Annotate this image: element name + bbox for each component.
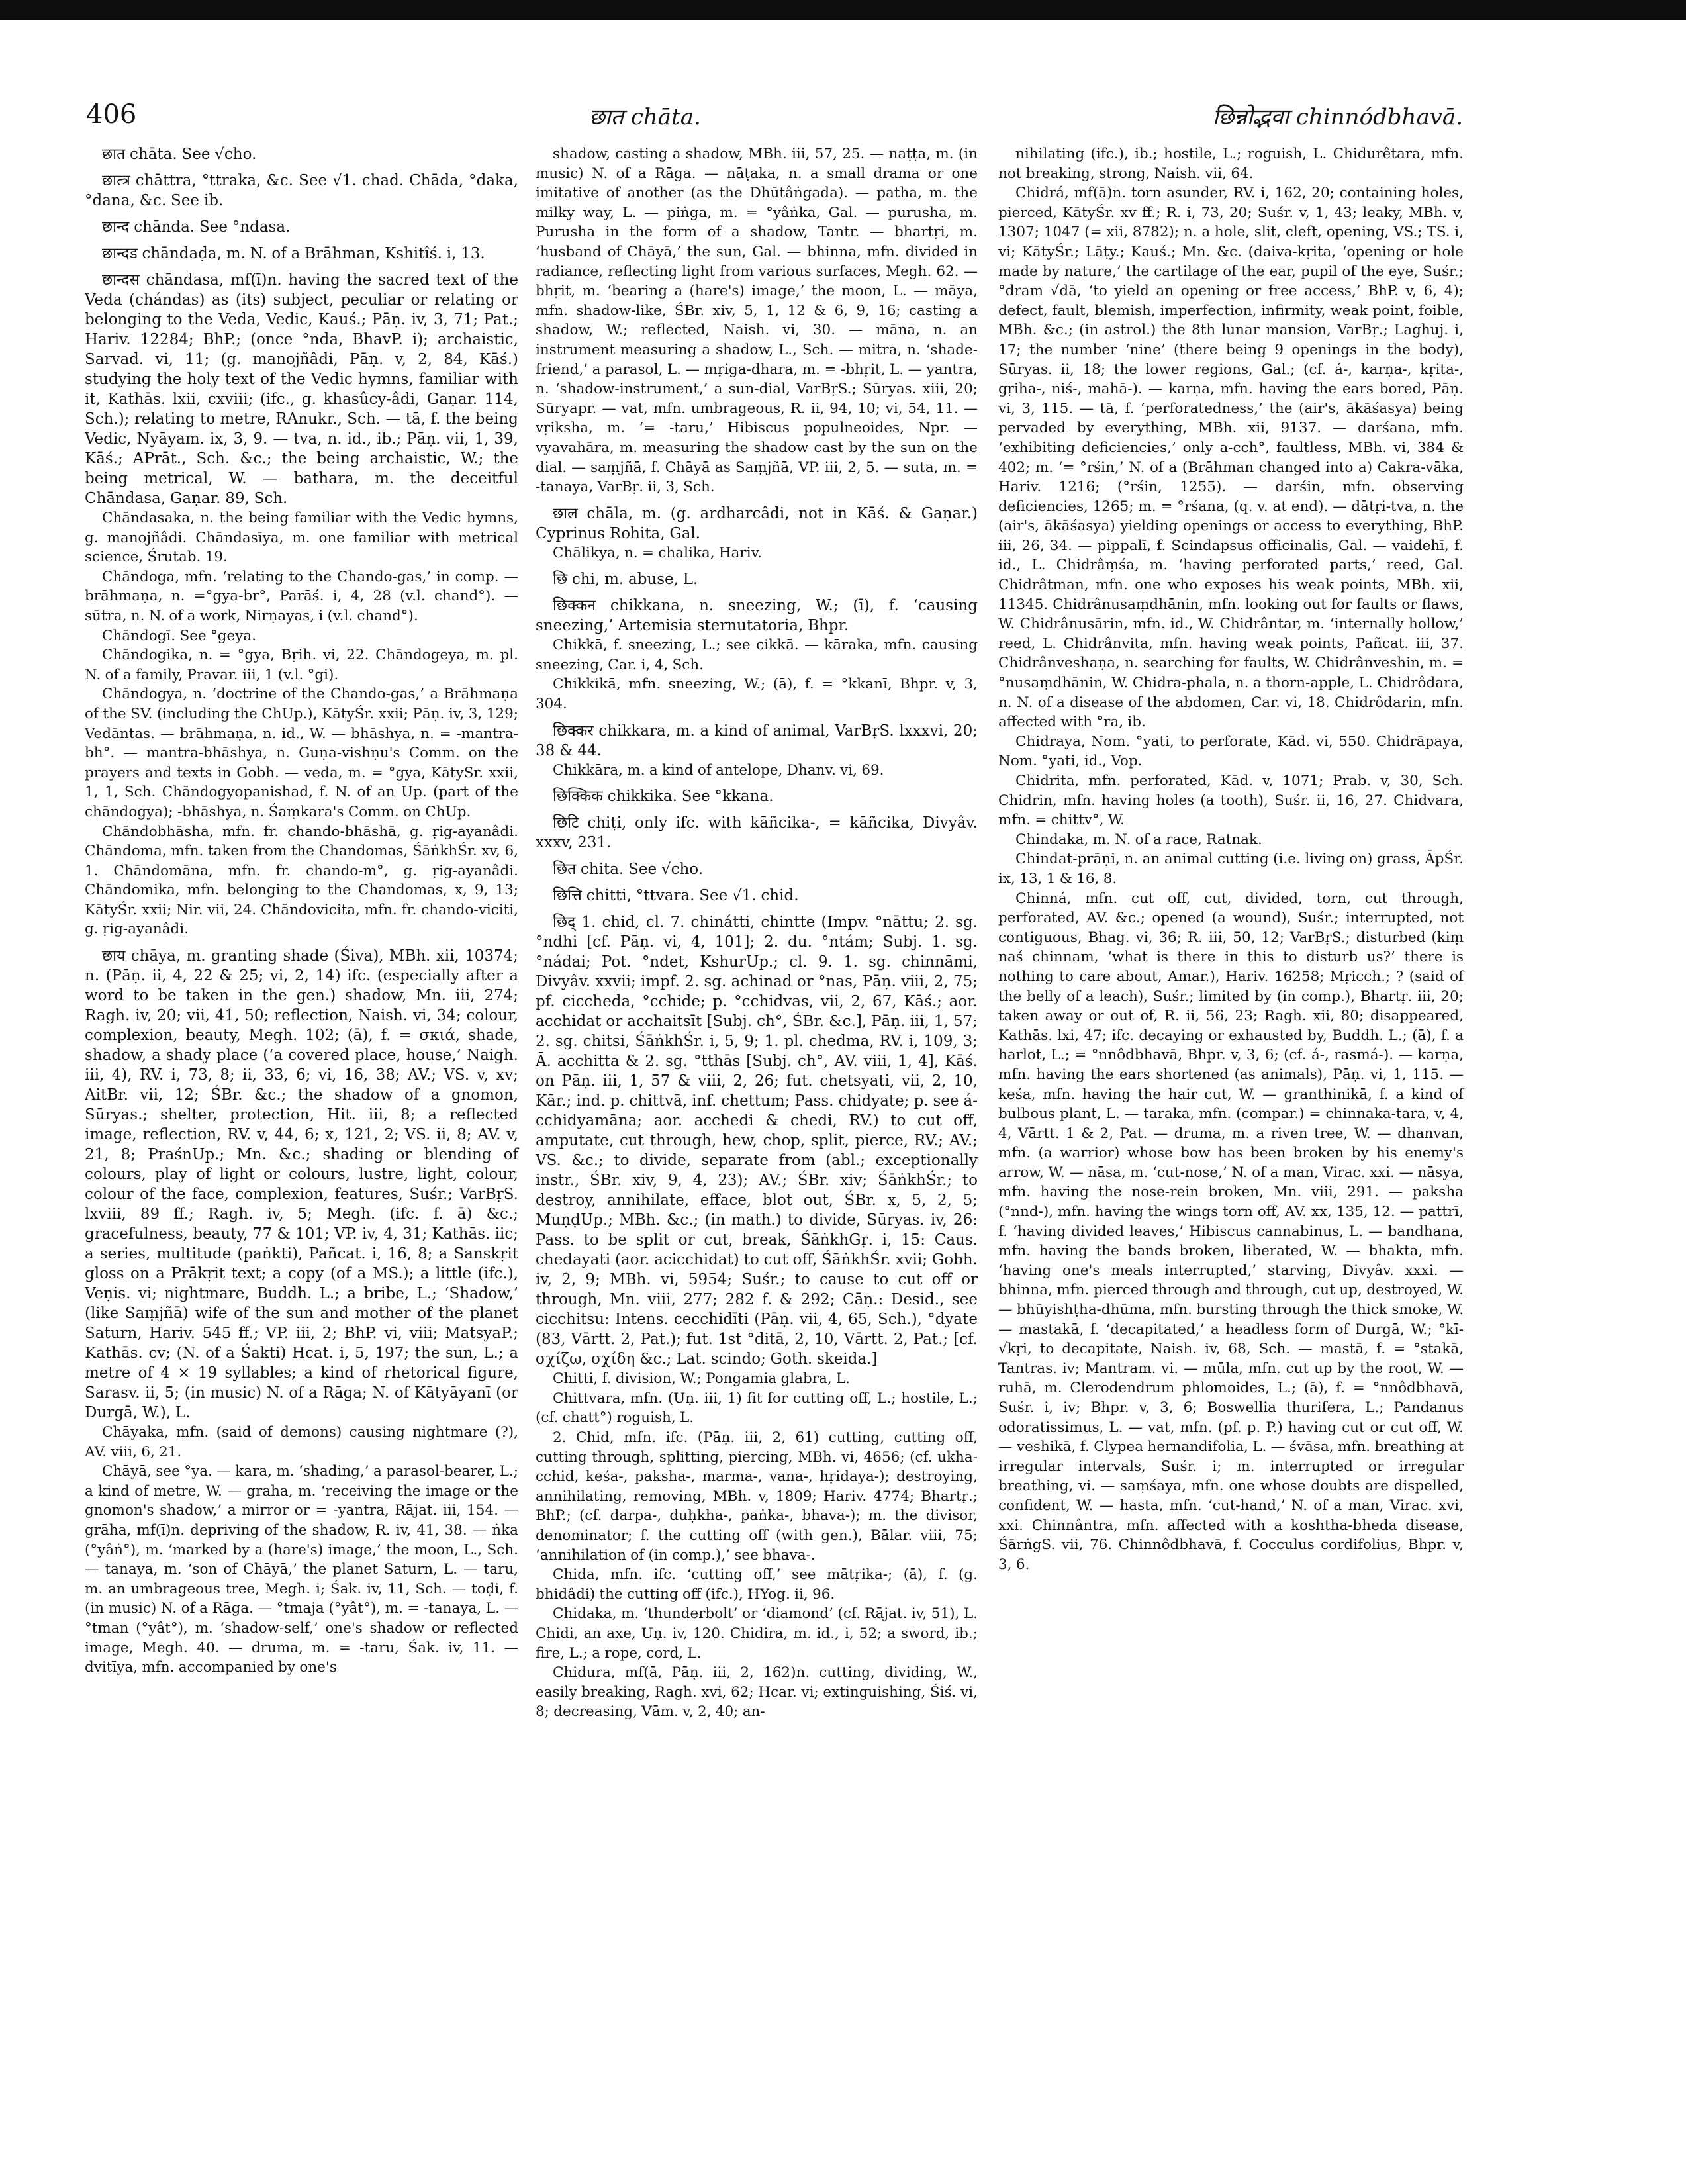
sub-entry: Chidaka, m. ‘thunderbolt’ or ‘diamond’ (cf. Rājat. iv, 51), L. Chidi, an axe, Uṇ. iv, 120. Chidira, m. id., i, 52; a sword, ib.; fire, L.; a rope, cord, L.	[536, 1605, 978, 1662]
main-entry: छाय chāya, m. granting shade (Śiva), MBh. xii, 10374; n. (Pāṇ. ii, 4, 22 & 25; vi, 2, 14) ifc. (especially after a word to be taken in the gen.) shadow, Mn. iii, 274; Ragh. iv, 20; vii, 41, 50; reflection, Naish. vi, 34; colour, complexion, beauty, Megh. 102; (ā), f. = σκιά, shade, shadow, a shady place (‘a covered place, house,’ Naigh. iii, 4), RV. i, 73, 8; ii, 33, 6; vi, 16, 38; AV.; VS. v, xv; AitBr. vii, 12; ŚBr. &c.; the shadow of a gnomon, Sūryas.; shelter, protection, Hit. iii, 8; a reflected image, reflection, RV. v, 44, 6; x, 121, 2; VS. ii, 8; AV. v, 21, 8; PraśnUp.; Mn. &c.; shading or blending of colours, play of light or colours, lustre, light, colour, colour of the face, complexion, features, Suśr.; VarBṛS. lxviii, 89 ff.; Ragh. iv, 5; Megh. (ifc. f. ā) &c.; gracefulness, beauty, 77 & 101; VP. iv, 4, 31; Kathās. iic; a series, multitude (paṅkti), Pañcat. i, 16, 8; a Sanskṛit gloss on a Prākṛit text; a copy (of a MS.); a little (ifc.), Veṇis. vi; nightmare, Buddh. L.; a bribe, L.; ‘Shadow,’ (like Saṃjñā) wife of the sun and mother of the planet Saturn, Hariv. 545 ff.; VP. iii, 2; BhP. vi, viii; MatsyaP.; Kathās. cv; (N. of a Śakti) Hcat. i, 5, 197; the sun, L.; a metre of 4 × 19 syllables; a kind of rhetorical figure, Sarasv. ii, 5; (in music) N. of a Rāga; N. of Kātyāyanī (or Durgā, W.), L.	[85, 947, 518, 1422]
main-entry: छान्दड chāndaḍa, m. N. of a Brāhman, Kshitîś. i, 13.	[102, 245, 485, 262]
sub-entry: Chindaka, m. N. of a race, Ratnak.	[1015, 831, 1262, 848]
sub-entry: shadow, casting a shadow, MBh. iii, 57, 25. — naṭṭa, m. (in music) N. of a Rāga. — nāṭaka, n. a small drama or one imitative of another (as the Dhūtâṅgada). — patha, m. the milky way, L. — piṅga, m. = °yâṅka, Gal. — purusha, m. Purusha in the form of a shadow, Tantr. — bhartṛi, m. ‘husband of Chāyā,’ the sun, Gal. — bhinna, mfn. divided in radiance, reflecting light from various surfaces, Megh. 62. — bhṛit, m. ‘bearing a (hare's) image,’ the moon, L. — māya, mfn. shadow-like, ŚBr. xiv, 5, 1, 12 & 6, 9, 16; casting a shadow, W.; reflected, Naish. vi, 30. — māna, n. an instrument measuring a shadow, L., Sch. — mitra, n. ‘shade-friend,’ a parasol, L. — mṛiga-dhara, m. = -bhṛit, L. — yantra, n. ‘shadow-instrument,’ a sun-dial, VarBṛS.; Sūryas. xiii, 20; Sūryapr. — vat, mfn. umbrageous, R. ii, 94, 10; vi, 54, 11. — vṛiksha, m. ‘= -taru,’ Hibiscus populneoides, Npr. — vyavahāra, m. measuring the shadow cast by the sun on the dial. — saṃjñā, f. Chāyā as Saṃjñā, VP. iii, 2, 5. — suta, m. = -tanaya, VarBṛ. ii, 3, Sch.	[536, 146, 978, 496]
top-scan-border	[0, 0, 1686, 20]
sub-entry: Chāndobhāsha, mfn. fr. chando-bhāshā, g. ṛig-ayanâdi. Chāndoma, mfn. taken from the Chandomas, ŚāṅkhŚr. xv, 6, 1. Chāndomāna, mfn. fr. chando-m°, g. ṛig-ayanâdi. Chāndomika, mfn. belonging to the Chandomas, x, 9, 13; KātyŚr. xxii; Nir. vii, 24. Chāndovicita, mfn. fr. chando-viciti, g. ṛig-ayanâdi.	[85, 823, 518, 938]
sub-entry: Chikkikā, mfn. sneezing, W.; (ā), f. = °kkanī, Bhpr. v, 3, 304.	[536, 676, 978, 713]
sub-entry: Chāndogika, n. = °gya, Bṛih. vi, 22. Chāndogeya, m. pl. N. of a family, Pravar. iii, 1 (v.l. °gi).	[85, 647, 518, 683]
main-entry: छात chāta. See √cho.	[102, 146, 257, 163]
main-entry: छिक्किक chikkika. See °kkana.	[553, 788, 774, 806]
sub-entry: Chāyaka, mfn. (said of demons) causing nightmare (?), AV. viii, 6, 21.	[85, 1424, 518, 1460]
sub-entry: Chidrá, mf(ā)n. torn asunder, RV. i, 162, 20; containing holes, pierced, KātyŚr. xv ff.; R. i, 73, 20; Suśr. v, 1, 43; leaky, MBh. v, 1307; 1047 (= xii, 8782); n. a hole, slit, cleft, opening, VS.; TS. i, vi; KātyŚr.; Lāṭy.; Kauś.; Mn. &c. (daiva-kṛita, ‘opening or hole made by nature,’ the cartilage of the ear, pupil of the eye, Suśr.; °dram √dā, ‘to yield an opening or free access,’ BhP. v, 6, 4); defect, fault, blemish, imperfection, infirmity, weak point, foible, MBh. &c.; (in astrol.) the 8th lunar mansion, VarBṛ.; Laghuj. i, 17; the number ‘nine’ (there being 9 openings in the body), Sūryas. ii, 18; the lower regions, Gal.; (cf. á-, karṇa-, kṛita-, gṛiha-, niś-, mahā-). — karṇa, mfn. having the ears bored, Pāṇ. vi, 3, 115. — tā, f. ‘perforatedness,’ the (air's, ākāśasya) being pervaded by everything, MBh. xii, 9137. — darśana, mfn. ‘exhibiting deficiencies,’ only a-cch°, faultless, MBh. vi, 384 & 402; m. ‘= °rśin,’ N. of a (Brāhman changed into a) Cakra-vāka, Hariv. 1216; (°rśin, 1255). — darśin, mfn. observing deficiencies, 1265; m. = °rśana, (q. v. at end). — dātṛi-tva, n. the (air's, ākāśasya) yielding openings or access to everything, BhP. iii, 26, 34. — pippalī, f. Scindapsus officinalis, Gal. — vaidehī, f. id., L. Chidrâṃśa, m. ‘having perforated parts,’ reed, Gal. Chidrâtman, mfn. one who exposes his weak points, MBh. xii, 11345. Chidrânusaṃdhānin, mfn. looking out for faults or flaws, W. Chidrânusārin, mfn. id., W. Chidrântar, m. ‘internally hollow,’ reed, L. Chidrânvita, mfn. having weak points, Pañcat. iii, 37. Chidrânveshaṇa, n. searching for faults, W. Chidrânveshin, m. = °nusaṃdhānin, W. Chidra-phala, n. a thorn-apple, L. Chidrôdara, n. N. of a disease of the abdomen, Car. vi, 18. Chidrôdarin, mfn. affected with °ra, ib.	[998, 185, 1464, 731]
sub-entry: Chāndogī. See °geya.	[102, 627, 257, 644]
column-right	[998, 144, 1464, 1574]
page-header	[86, 99, 1463, 139]
sub-entry: Chindat-prāṇi, n. an animal cutting (i.e. living on) grass, ĀpŚr. ix, 13, 1 & 16, 8.	[998, 851, 1464, 887]
column-middle	[536, 144, 978, 1722]
sub-entry: Chidrita, mfn. perforated, Kād. v, 1071; Prab. v, 30, Sch. Chidrin, mfn. having holes (a tooth), Suśr. ii, 16, 27. Chidvara, mfn. = chittv°, W.	[998, 773, 1464, 829]
main-entry: छान्द chānda. See °ndasa.	[102, 218, 291, 236]
main-entry: छान्दस chāndasa, mf(ī)n. having the sacred text of the Veda (chándas) as (its) subject, peculiar or relating or belonging to the Veda, Vedic, Kauś.; Pāṇ. iv, 3, 71; Pat.; Hariv. 12284; BhP.; (once °nda, BhavP. i); archaistic, Sarvad. vi, 11; (g. manojñâdi, Pāṇ. v, 2, 84, Kāś.) studying the holy text of the Vedic hymns, familiar with it, Kathās. lxii, cxviii; (ifc., g. khasûcy-âdi, Gaṇar. 114, Sch.); relating to metre, RAnukr., Sch. — tā, f. the being Vedic, Nyāyam. ix, 3, 9. — tva, n. id., ib.; Pāṇ. vii, 1, 39, Kāś.; APrāt., Sch. &c.; the being archaistic, W.; the being metrical, W. — bathara, m. the deceitful Chāndasa, Gaṇar. 89, Sch.	[85, 271, 518, 507]
sub-entry: 2. Chid, mfn. ifc. (Pāṇ. iii, 2, 61) cutting, cutting off, cutting through, splitting, piercing, MBh. vi, 4656; (cf. ukha-cchid, keśa-, paksha-, marma-, vana-, hṛidaya-); destroying, annihilating, removing, MBh. v, 1809; Hariv. 4774; Bhartṛ.; BhP.; (cf. darpa-, duḥkha-, paṅka-, bhava-); m. the divisor, denominator; f. the cutting off (with gen.), Bālar. viii, 75; ‘annihilation of (in comp.),’ see bhava-.	[536, 1429, 978, 1564]
main-entry: छित्ति chitti, °ttvara. See √1. chid.	[553, 887, 799, 905]
main-entry: छि chi, m. abuse, L.	[553, 571, 698, 589]
sub-entry: Chikkā, f. sneezing, L.; see cikkā. — kāraka, mfn. causing sneezing, Car. i, 4, Sch.	[536, 637, 978, 673]
sub-entry: Chāndoga, mfn. ‘relating to the Chando-gas,’ in comp. — brāhmaṇa, n. =°gya-br°, Parāś. i, 4, 28 (v.l. chand°). — sūtra, n. N. of a work, Nirṇayas, i (v.l. chand°).	[85, 568, 518, 624]
main-entry: छिद् 1. chid, cl. 7. chinátti, chintte (Impv. °nāttu; 2. sg. °ndhi [cf. Pāṇ. vi, 4, 101]; 2. du. °ntám; Subj. 1. sg. °nádai; Pot. °ndet, KshurUp.; cl. 9. 1. sg. chinnāmi, Divyâv. xxvii; impf. 2. sg. achinad or °nas, Pāṇ. viii, 2, 75; pf. ciccheda, °cchide; p. °cchidvas, vii, 2, 67, Kāś.; aor. acchidat or acchaitsīt [Subj. ch°, ŚBr. &c.], Pāṇ. iii, 1, 57; 2. sg. chitsi, ŚāṅkhŚr. i, 5, 9; 1. pl. chedma, RV. i, 109, 3; Ā. acchitta & 2. sg. °tthās [Subj. ch°, AV. viii, 1, 4], Kāś. on Pāṇ. iii, 1, 57 & viii, 2, 26; fut. chetsyati, vii, 2, 10, Kār.; ind. p. chittvā, inf. chettum; Pass. chidyate; p. see á-cchidyamāna; aor. acchedi & chedi, RV.) to cut off, amputate, cut through, hew, chop, split, pierce, RV.; AV.; VS. &c.; to divide, separate from (abl.; exceptionally instr., ŚBr. xiv, 9, 4, 23); AV.; ŚBr. xiv; ŚāṅkhŚr.; to destroy, annihilate, efface, blot out, ŚBr. x, 5, 2, 5; MuṇḍUp.; MBh. &c.; (in math.) to divide, Sūryas. iv, 26: Pass. to be split or cut, break, ŚāṅkhGṛ. i, 15: Caus. chedayati (aor. acicchidat) to cut off, ŚāṅkhŚr. xvii; Gobh. iv, 2, 9; MBh. vi, 5954; Suśr.; to cause to cut off or through, Mn. viii, 277; 282 f. & 292; Cāṇ.: Desid., see cicchitsu: Intens. cecchidīti (Pāṇ. vii, 4, 65, Sch.), °dyate (83, Vārtt. 2, Pat.); fut. 1st °ditā, 2, 10, Vārtt. 2, Pat.; [cf. σχίζω, σχίδη &c.; Lat. scindo; Goth. skeida.]	[536, 914, 978, 1368]
sub-entry: Chitti, f. division, W.; Pongamia glabra, L.	[553, 1370, 851, 1388]
main-entry: छिक्कर chikkara, m. a kind of animal, VarBṛS. lxxxvi, 20; 38 & 44.	[536, 722, 978, 759]
sub-entry: Chidraya, Nom. °yati, to perforate, Kād. vi, 550. Chidrāpaya, Nom. °yati, id., Vop.	[998, 733, 1464, 770]
sub-entry: Chikkāra, m. a kind of antelope, Dhanv. vi, 69.	[553, 761, 884, 779]
page-number: 406	[86, 99, 137, 130]
sub-entry: Chinná, mfn. cut off, cut, divided, torn, cut through, perforated, AV. &c.; opened (a wound), Suśr.; interrupted, not contiguous, Bhag. vi, 36; R. iii, 50, 12; VarBṛS.; disturbed (kiṃ naś chinnam, ‘what is there in this to disturb us?’ there is nothing to care about, Amar.), Hariv. 16258; Mṛicch.; ? (said of the belly of a leach), Suśr.; limited by (in comp.), Bhartṛ. iii, 20; taken away or out of, R. ii, 56, 23; Ragh. xii, 80; disappeared, Kathās. lxi, 47; ifc. decaying or exhausted by, Buddh. L.; (ā), f. a harlot, L.; = °nnôdbhavā, Bhpr. v, 3, 6; (cf. á-, rasmá-). — karṇa, mfn. having the ears shortened (as animals), Pāṇ. vi, 1, 115. — keśa, mfn. having the hair cut, W. — granthinikā, f. a kind of bulbous plant, L. — taraka, mfn. (compar.) = chinnaka-tara, v, 4, 4, Vārtt. 1 & 2, Pat. — druma, m. a riven tree, W. — dhanvan, mfn. (a warrior) whose bow has been broken by his enemy's arrow, W. — nāsa, m. ‘cut-nose,’ N. of a man, Virac. xxi. — nāsya, mfn. having the nose-rein broken, Mn. viii, 291. — paksha (°nnd-), mfn. having the wings torn off, AV. xx, 135, 12. — pattrī, f. ‘having divided leaves,’ Hibiscus cannabinus, L. — bandhana, mfn. having the bands broken, liberated, W. — bhakta, mfn. ‘having one's meals interrupted,’ starving, Divyâv. xxxi. — bhinna, mfn. pierced through and through, cut up, destroyed, W. — bhūyishṭha-dhūma, mfn. bursting through the thick smoke, W. — mastakā, f. ‘decapitated,’ a headless form of Durgā, W.; °kī-√kṛi, to decapitate, Naish. iv, 68, Sch. — mastā, f. = °stakā, Tantras. iv; Mantram. vi. — mūla, mfn. cut up by the root, W. — ruhā, m. Clerodendrum phlomoides, L.; (ā), f. = °nnôdbhavā, Suśr. i, iv; Bhpr. v, 3, 6; Boswellia thurifera, L.; Pandanus odoratissimus, L. — vat, mfn. (pf. p. P.) having cut or cut off, W. — veshikā, f. Clypea hernandifolia, L. — śvāsa, mfn. breathing at irregular intervals, Suśr. i; m. interrupted or irregular breathing, vi. — saṃśaya, mfn. one whose doubts are dispelled, confident, W. — hasta, mfn. ‘cut-hand,’ N. of a man, Virac. xvi, xxi. Chinnântra, mfn. affected with a koshtha-bheda disease, ŚārṅgS. vii, 76. Chinnôdbhavā, f. Cocculus cordifolius, Bhpr. v, 3, 6.	[998, 890, 1464, 1573]
main-entry: छित chita. See √cho.	[553, 861, 704, 878]
main-entry: छात्त्र chāttra, °ttraka, &c. See √1. chad. Chāda, °daka, °dana, &c. See ib.	[85, 172, 518, 209]
sub-entry: Chāndasaka, n. the being familiar with the Vedic hymns, g. manojñâdi. Chāndasīya, m. one familiar with metrical science, Śrutab. 19.	[85, 510, 518, 566]
right-running-head: छिन्नोद्भवा chinnódbhavā.	[1212, 104, 1463, 130]
sub-entry: Chāyā, see °ya. — kara, m. ‘shading,’ a parasol-bearer, L.; a kind of metre, W. — graha, m. ‘receiving the image or the gnomon's shadow,’ a mirror or = -yantra, Rājat. iii, 154. — grāha, mf(ī)n. depriving of the shadow, R. iv, 41, 38. — ṅka (°yâṅ°), m. ‘marked by a (hare's) image,’ the moon, L., Sch. — tanaya, m. ‘son of Chāyā,’ the planet Saturn, L. — taru, m. an umbrageous tree, Megh. i; Śak. iv, 11, Sch. — toḍi, f. (in music) N. of a Rāga. — °tmaja (°yât°), m. = -tanaya, L. — °tman (°yât°), m. ‘shadow-self,’ one's shadow or reflected image, Megh. 40. — druma, m. = -taru, Śak. iv, 11. — dvitīya, mfn. accompanied by one's	[85, 1463, 518, 1676]
main-entry: छिटि chiṭi, only ifc. with kāñcika-, = kāñcika, Divyâv. xxxv, 231.	[536, 814, 978, 852]
center-running-head: छात chāta.	[589, 104, 701, 130]
sub-entry: Chida, mfn. ifc. ‘cutting off,’ see mātṛika-; (ā), f. (g. bhidâdi) the cutting off (ifc.), HYog. ii, 96.	[536, 1566, 978, 1603]
main-entry: छिक्कन chikkana, n. sneezing, W.; (ī), f. ‘causing sneezing,’ Artemisia sternutatoria, Bhpr.	[536, 597, 978, 635]
sub-entry: Chālikya, n. = chalika, Hariv.	[553, 544, 763, 561]
column-left	[85, 144, 518, 1678]
sub-entry: nihilating (ifc.), ib.; hostile, L.; roguish, L. Chidurêtara, mfn. not breaking, strong, Naish. vii, 64.	[998, 146, 1464, 182]
sub-entry: Chittvara, mfn. (Uṇ. iii, 1) fit for cutting off, L.; hostile, L.; (cf. chatt°) roguish, L.	[536, 1390, 978, 1427]
sub-entry: Chāndogya, n. ‘doctrine of the Chando-gas,’ a Brāhmaṇa of the SV. (including the ChUp.), KātyŚr. xxii; Pāṇ. iv, 3, 129; Vedāntas. — brāhmaṇa, n. id., W. — bhāshya, n. = -mantra-bh°. — mantra-bhāshya, n. Guṇa-vishṇu's Comm. on the prayers and texts in Gobh. — veda, m. = °gya, KātySr. xxii, 1, 1, Sch. Chāndogyopanishad, f. N. of an Up. (part of the chāndogya); -bhāshya, n. Śaṃkara's Comm. on ChUp.	[85, 686, 518, 820]
sub-entry: Chidura, mf(ā, Pāṇ. iii, 2, 162)n. cutting, dividing, W., easily breaking, Ragh. xvi, 62; Hcar. vi; extinguishing, Śiś. vi, 8; decreasing, Vām. v, 2, 40; an-	[536, 1664, 978, 1721]
main-entry: छाल chāla, m. (g. ardharcâdi, not in Kāś. & Gaṇar.) Cyprinus Rohita, Gal.	[536, 504, 978, 542]
